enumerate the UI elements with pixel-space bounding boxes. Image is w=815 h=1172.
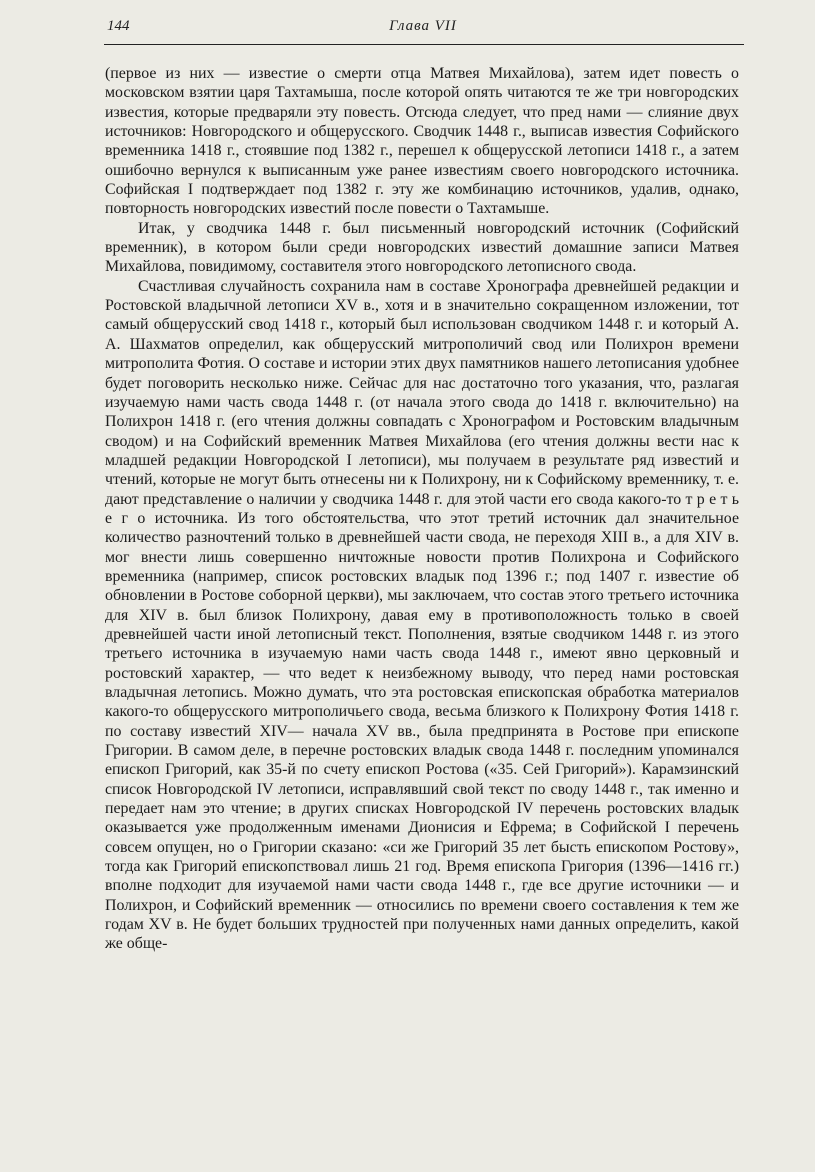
body-text bbox=[105, 64, 739, 954]
running-title: Глава VII bbox=[389, 18, 457, 34]
page-header bbox=[107, 18, 739, 42]
paragraph: Итак, у сводчика 1448 г. был письменный новгородский источник (Софийский временник), в котором были среди новгородских известий домашние записи Матвея Михайлова, повидимому, составителя этого новгородского летописного свода. bbox=[105, 219, 739, 276]
paragraph-continued: (первое из них — известие о смерти отца Матвея Михайлова), затем идет повесть о московском взятии царя Тахтамыша, после которой опять читаются те же три новгородских известия, которые предваряли эту повесть. Отсюда следует, что пред нами — слияние двух источников: Новгородского и общерусского. Сводчик 1448 г., выписав известия Софийского временника 1418 г., стоявшие под 1382 г., перешел к общерусской летописи 1418 г., а затем ошибочно вернулся к выписанным уже ранее известиям своего новгородского источника. Софийская I подтверждает под 1382 г. эту же комбинацию источников, удалив, однако, повторность новгородских известий после повести о Тахтамыше. bbox=[105, 65, 739, 218]
paragraph: Счастливая случайность сохранила нам в составе Хронографа древнейшей редакции и Ростовской владычной летописи XV в., хотя и в значительно сокращенном изложении, тот самый общерусский свод 1418 г., который был использован сводчиком 1448 г. и который А. А. Шахматов определил, как общерусский митрополичий свод или Полихрон времени митрополита Фотия. О составе и истории этих двух памятников нашего летописания удобнее будет поговорить несколько ниже. Сейчас для нас достаточно того указания, что, разлагая изучаемую нами часть свода 1448 г. (от начала этого свода до 1418 г. включительно) на Полихрон 1418 г. (его чтения должны совпадать с Хронографом и Ростовским владычным сводом) и на Софийский временник Матвея Михайлова (его чтения должны вести нас к младшей редакции Новгородской I летописи), мы получаем в результате ряд известий и чтений, которые не могут быть отнесены ни к Полихрону, ни к Софийскому временнику, т. е. дают представление о наличии у сводчика 1448 г. для этой части его свода какого-то т р е т ь е г о источника. Из того обстоятельства, что этот третий источник дал значительное количество разночтений только в древнейшей части свода, не переходя XIII в., а для XIV в. мог внести лишь совершенно ничтожные новости против Полихрона и Софийского временника (например, список ростовских владык под 1396 г.; под 1407 г. известие об обновлении в Ростове соборной церкви), мы заключаем, что состав этого третьего источника для XIV в. был близок Полихрону, давая ему в противоположность только в своей древнейшей части иной летописный текст. Пополнения, взятые сводчиком 1448 г. из этого третьего источника в изучаемую нами часть свода 1448 г., имеют явно церковный и ростовский характер, — что ведет к неизбежному выводу, что перед нами ростовская владычная летопись. Можно думать, что эта ростовская епископская обработка материалов какого-то общерусского митрополичьего свода, весьма близкого к Полихрону Фотия 1418 г. по составу известий XIV— начала XV вв., была предпринята в Ростове при епископе Григории. В самом деле, в перечне ростовских владык свода 1448 г. последним упоминался епископ Григорий, как 35-й по счету епископ Ростова («35. Сей Григорий»). Карамзинский список Новгородской IV летописи, исправлявший свой текст по своду 1448 г., так именно и передает нам это чтение; в других списках Новгородской IV перечень ростовских владык оказывается уже продолженным именами Дионисия и Ефрема; в Софийской I перечень совсем опущен, но о Григории сказано: «си же Григорий 35 лет бысть епископом Ростову», тогда как Григорий епископствовал лишь 21 год. Время епископа Григория (1396—1416 гг.) вполне подходит для изучаемой нами части свода 1448 г., где все другие источники — и Полихрон, и Софийский временник — относились по времени своего составления к тем же годам XV в. Не будет больших трудностей при полученных нами данных определить, какой же обще- bbox=[105, 277, 739, 953]
page-number: 144 bbox=[107, 18, 130, 34]
header-rule bbox=[104, 44, 744, 45]
